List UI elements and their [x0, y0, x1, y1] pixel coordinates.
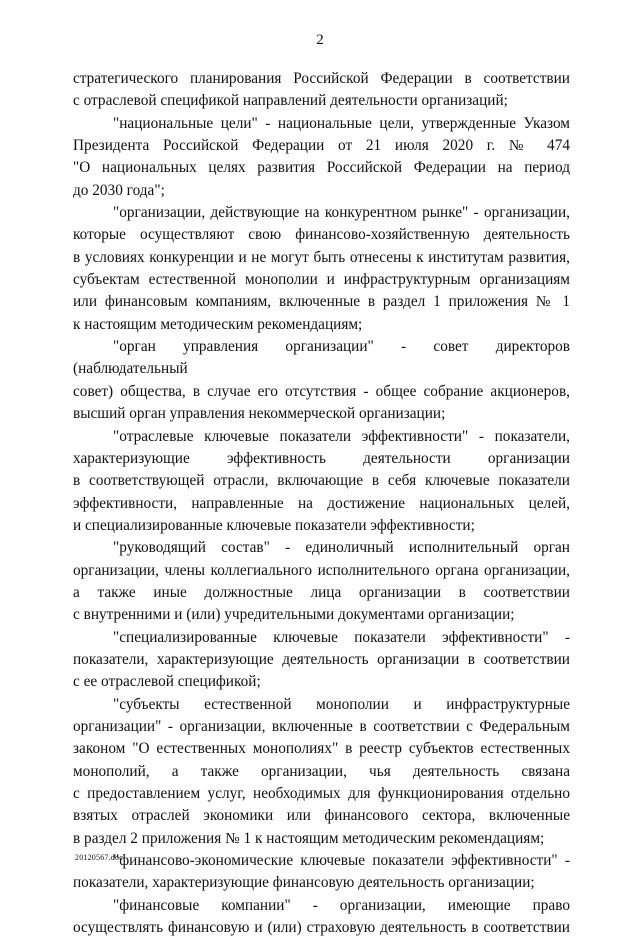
footer-filename: 20120567.doc: [75, 853, 123, 862]
text-line: с внутренними и (или) учредительными документами организации;: [73, 606, 515, 624]
text-line: совет) общества, в случае его отсутствия - общее собрание акционеров,: [73, 382, 570, 400]
text-line: к настоящим методическим рекомендациям;: [73, 315, 363, 333]
text-line: законом "О естественных монополиях" в реестр субъектов естественных: [73, 740, 570, 758]
text-line: эффективности, направленные на достижение национальных целей,: [73, 494, 570, 512]
text-line: "финансово-экономические ключевые показатели эффективности" -: [113, 852, 570, 870]
text-line: организации, члены коллегиального исполнительного органа организации,: [73, 561, 570, 579]
text-line: монополий, а также организации, чья деятельность связана: [73, 762, 570, 780]
text-line: с ее отраслевой спецификой;: [73, 673, 261, 691]
text-line: субъектам естественной монополии и инфраструктурным организациям: [73, 271, 570, 289]
text-line: "субъекты естественной монополии и инфраструктурные: [113, 695, 570, 713]
text-line: организации" - организации, включенные в соответствии с Федеральным: [73, 717, 570, 735]
text-line: а также иные должностные лица организации в соответствии: [73, 583, 570, 601]
text-line: "финансовые компании" - организации, имеющие право: [113, 896, 570, 914]
text-line: "организации, действующие на конкурентном рынке" - организации,: [113, 204, 570, 222]
text-line: "специализированные ключевые показатели эффективности" -: [113, 628, 570, 646]
text-line: "О национальных целях развития Российской Федерации на период: [73, 159, 570, 177]
page-number: 2: [316, 32, 324, 48]
text-line: характеризующие эффективность деятельности организации: [73, 449, 570, 467]
text-line: или финансовым компаниям, включенные в раздел 1 приложения № 1: [73, 293, 570, 311]
text-line: в условиях конкуренции и не могут быть отнесены к институтам развития,: [73, 248, 570, 266]
text-line: до 2030 года";: [73, 181, 165, 199]
text-line: взятых отраслей экономики или финансового сектора, включенные: [73, 807, 570, 825]
text-line: "руководящий состав" - единоличный исполнительный орган: [113, 539, 570, 557]
document-body: [73, 68, 570, 939]
text-line: в соответствующей отрасли, включающие в себя ключевые показатели: [73, 472, 570, 490]
text-line: стратегического планирования Российской Федерации в соответствии: [73, 70, 570, 87]
text-line: высший орган управления некоммерческой организации;: [73, 405, 446, 423]
text-line: с отраслевой спецификой направлений деятельности организаций;: [73, 92, 508, 110]
text-line: в раздел 2 приложения № 1 к настоящим методическим рекомендациям;: [73, 829, 545, 847]
text-line: Президента Российской Федерации от 21 июля 2020 г. № 474: [73, 137, 570, 155]
text-line: показатели, характеризующие деятельность организации в соответствии: [73, 650, 570, 668]
text-line: которые осуществляют свою финансово-хозяйственную деятельность: [73, 226, 570, 244]
text-line: "орган управления организации" - совет директоров (наблюдательный: [73, 338, 570, 378]
text-line: "отраслевые ключевые показатели эффективности" - показатели,: [113, 427, 570, 445]
text-line: и специализированные ключевые показатели эффективности;: [73, 516, 475, 534]
text-line: "национальные цели" - национальные цели, утвержденные Указом: [113, 114, 570, 132]
text-line: осуществлять финансовую и (или) страховую деятельность в соответствии: [73, 919, 570, 937]
text-line: с предоставлением услуг, необходимых для функционирования отдельно: [73, 785, 570, 802]
text-line: показатели, характеризующие финансовую деятельность организации;: [73, 874, 535, 892]
